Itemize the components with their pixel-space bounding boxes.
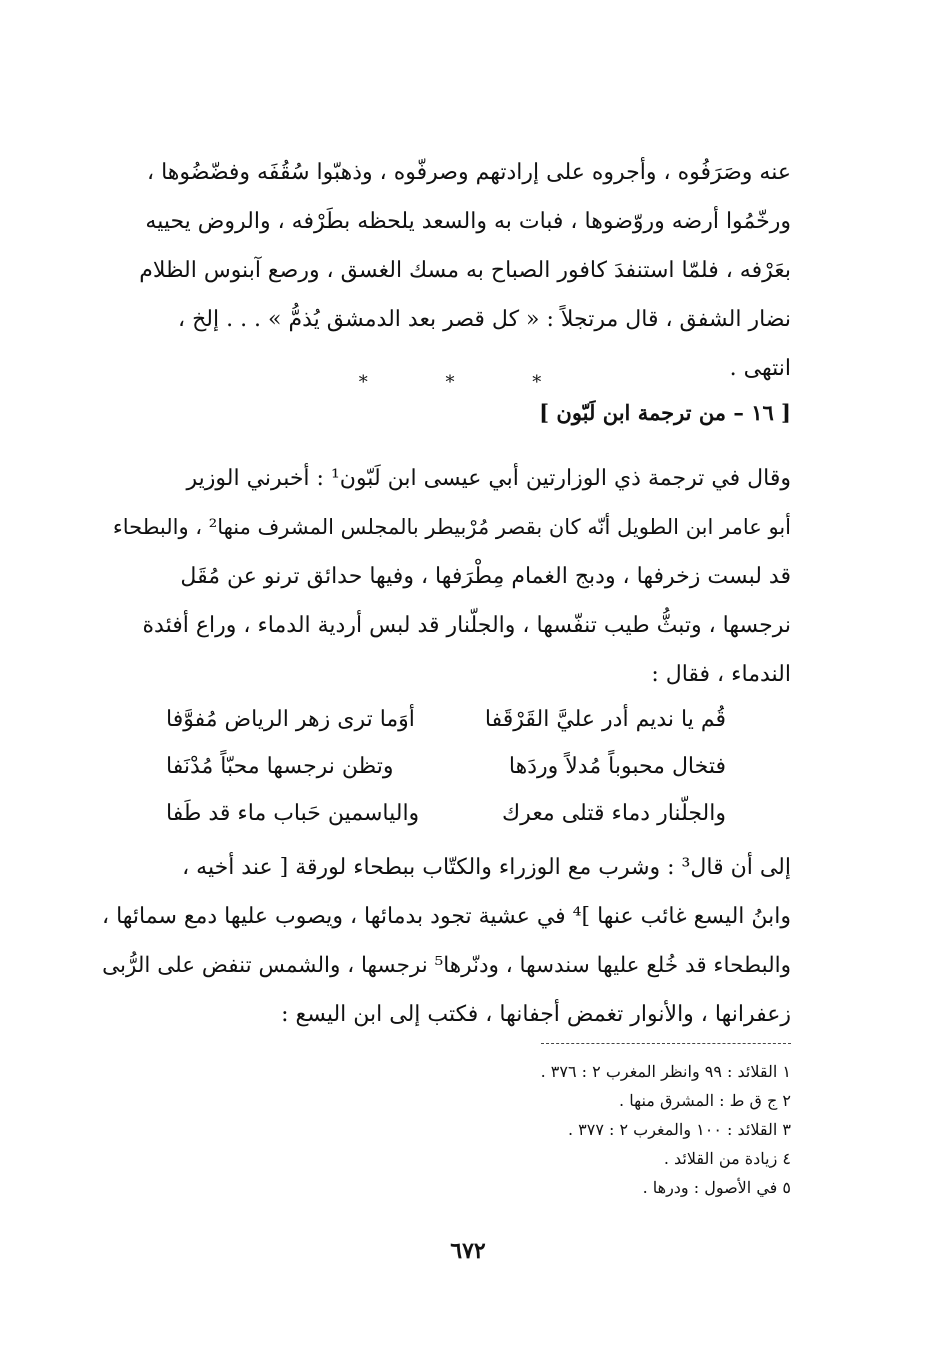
biography-paragraph	[101, 454, 791, 699]
text-line: نرجسها ، وتبثُّ طيب تنفّسها ، والجلّنار قد لبس أردية الدماء ، وراع أفئدة	[142, 613, 791, 638]
text-line: نضار الشفق ، قال مرتجلاً : « كل قصر بعد الدمشق يُذمُّ » . . . إلخ ،	[177, 307, 791, 332]
verse-second-hemistich: وتظن نرجسها محبّاً مُدْنَفا	[166, 754, 394, 779]
section-separator: * * *	[358, 372, 578, 393]
text-line: عنه وصَرَفُوه ، وأجروه على إرادتهم وصرفّوه ، وذهبّوا سُقُفَه وفضّضُوها ،	[146, 160, 791, 185]
section-heading: [ ١٦ – من ترجمة ابن لَبّون ]	[539, 400, 791, 425]
text-line: إلى أن قال³ : وشرب مع الوزراء والكتّاب ببطحاء لورقة [ عند أخيه ،	[182, 855, 791, 880]
footnote: ٥ في الأصول : ودرها .	[642, 1178, 791, 1197]
poem	[166, 696, 726, 837]
intro-paragraph	[101, 148, 791, 393]
text-line: انتهى .	[729, 356, 791, 381]
footnote: ٢ ج ق ط : المشرق منها .	[619, 1091, 791, 1110]
continuation-paragraph	[101, 843, 791, 1039]
poem-verse	[166, 696, 726, 743]
verse-second-hemistich: والياسمين حَباب ماء قد طَفا	[166, 801, 420, 826]
text-line: والبطحاء قد خُلع عليها سندسها ، ودنّرها⁵ نرجسها ، والشمس تنفض على الرُّبى	[102, 953, 791, 978]
text-line: الندماء ، فقال :	[651, 662, 791, 687]
poem-verse	[166, 790, 726, 837]
poem-verse	[166, 743, 726, 790]
text-line: أبو عامر ابن الطويل أنّه كان بقصر مُرْبيطر بالمجلس المشرف منها² ، والبطحاء	[112, 515, 791, 539]
text-line: وابنُ اليسع غائب عنها ]⁴ في عشية تجود بدمائها ، ويصوب عليها دمع سمائها ،	[101, 904, 791, 929]
text-line: قد لبست زخرفها ، ودبج الغمام مِطْرَفها ، وفيها حدائق ترنو عن مُقَل	[180, 564, 791, 589]
verse-first-hemistich: والجلّنار دماء قتلى معرك	[502, 801, 726, 826]
footnotes	[371, 1057, 791, 1202]
footnote: ٣ القلائد : ١٠٠ والمغرب ٢ : ٣٧٧ .	[567, 1120, 791, 1139]
text-line: بعَرْفه ، فلمّا استنفدَ كافور الصباح به مسك الغسق ، ورصع آبنوس الظلام	[139, 258, 791, 283]
page-number: ٦٧٢	[450, 1238, 486, 1264]
footnote-divider	[541, 1043, 791, 1044]
verse-first-hemistich: فتخال محبوباً مُدلاً وردَها	[508, 754, 726, 779]
footnote: ١ القلائد : ٩٩ وانظر المغرب ٢ : ٣٧٦ .	[540, 1062, 791, 1081]
footnote: ٤ زيادة من القلائد .	[663, 1149, 791, 1168]
text-line: وقال في ترجمة ذي الوزارتين أبي عيسى ابن لَبّون¹ : أخبرني الوزير	[186, 466, 791, 491]
verse-first-hemistich: قُم يا نديم أدر عليَّ القَرْقَفا	[484, 707, 726, 732]
text-line: ورخّمُوا أرضه وروّضوها ، فبات به والسعد يلحظه بطَرْفه ، والروض يحييه	[145, 209, 791, 234]
verse-second-hemistich: أوَما ترى زهر الرياض مُفوَّفا	[166, 707, 415, 732]
text-line: زعفرانها ، والأنوار تغمض أجفانها ، فكتب إلى ابن اليسع :	[281, 1002, 791, 1027]
